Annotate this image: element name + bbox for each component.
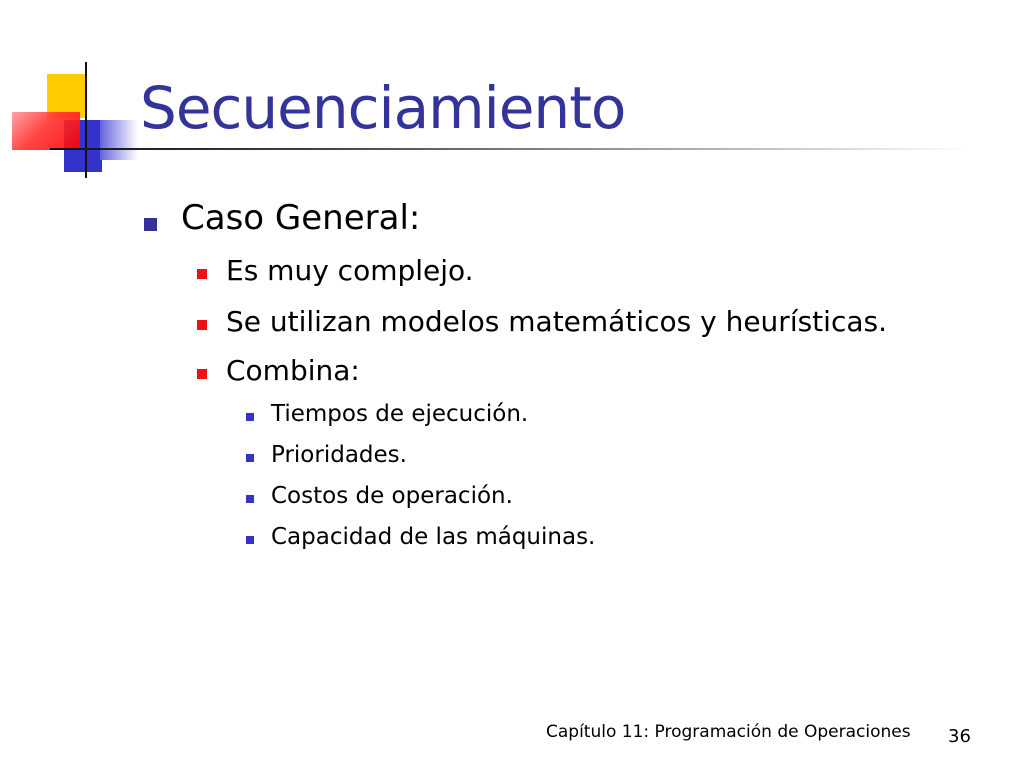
logo-vertical-line: [85, 62, 87, 178]
square-bullet-icon: [246, 536, 254, 544]
square-bullet-icon: [246, 495, 254, 503]
slide-title: Secuenciamiento: [140, 74, 626, 142]
sub-bullet-text: Combina:: [226, 354, 360, 387]
square-bullet-icon: [197, 269, 207, 279]
sub-bullet-text: Se utilizan modelos matemáticos y heurísticas.: [226, 305, 887, 338]
square-bullet-icon: [246, 454, 254, 462]
bullet-text: Caso General:: [181, 198, 421, 238]
sub-sub-bullet-text: Prioridades.: [271, 442, 407, 468]
page-number: 36: [948, 726, 971, 747]
sub-sub-bullet-text: Capacidad de las máquinas.: [271, 524, 596, 550]
square-bullet-icon: [197, 320, 207, 330]
logo-red-square: [12, 112, 80, 150]
title-underline: [50, 148, 970, 150]
footer-chapter: Capítulo 11: Programación de Operaciones: [546, 722, 911, 742]
square-bullet-icon: [246, 413, 254, 421]
square-bullet-icon: [144, 218, 157, 231]
square-bullet-icon: [197, 369, 207, 379]
sub-sub-bullet-text: Costos de operación.: [271, 483, 513, 509]
sub-bullet-text: Es muy complejo.: [226, 254, 474, 287]
sub-sub-bullet-text: Tiempos de ejecución.: [271, 401, 529, 427]
logo-blue-fade: [100, 120, 138, 160]
